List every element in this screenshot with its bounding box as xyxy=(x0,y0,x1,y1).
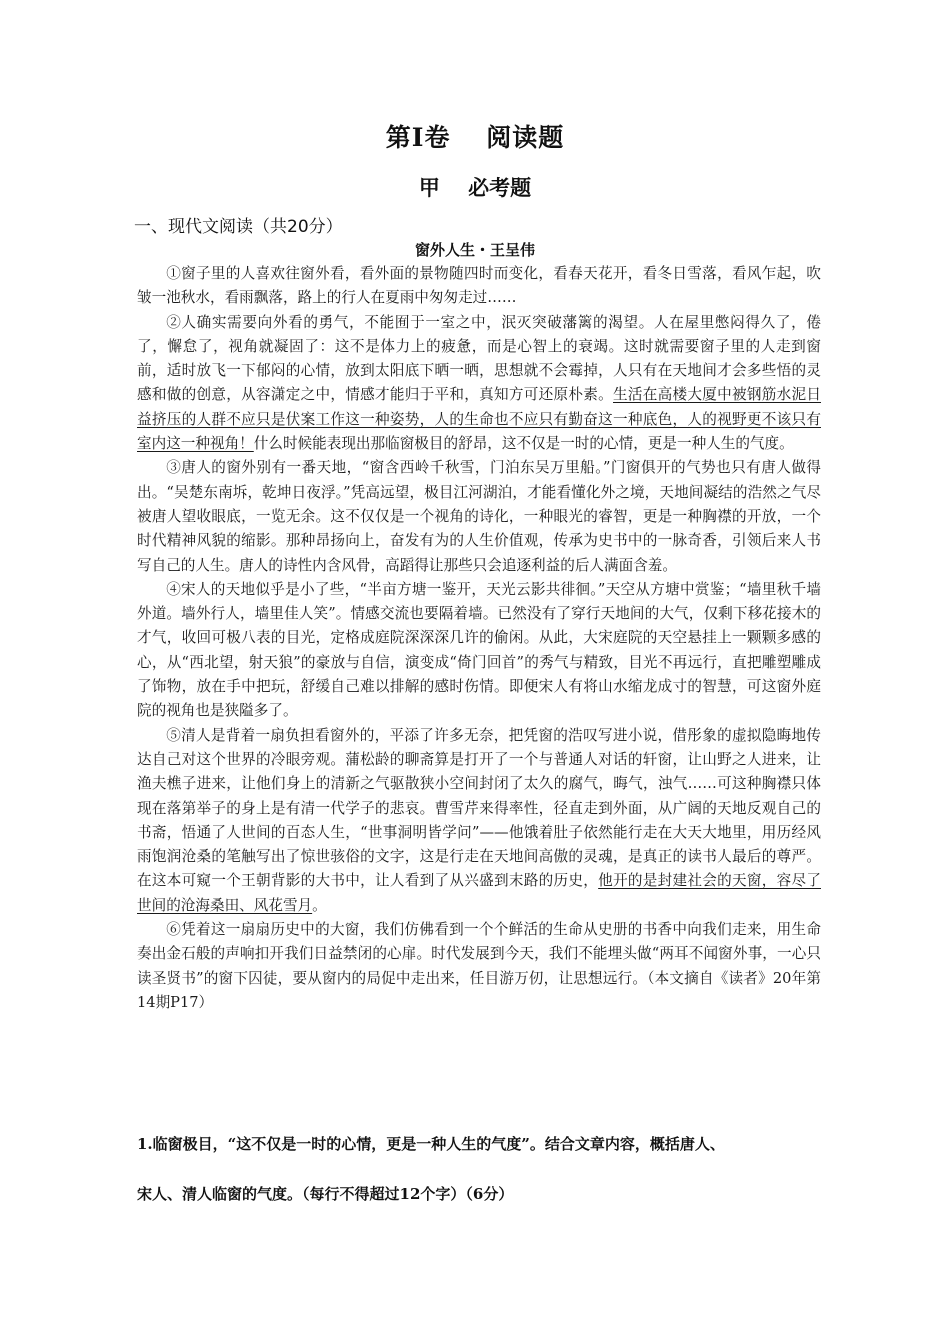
section-heading: 一、现代文阅读（共20分） xyxy=(134,217,343,237)
paragraph-5-text-a: ⑤清人是背着一扇负担看窗外的，平添了许多无奈，把凭窗的浩叹写进小说，借彤象的虚拟隐晦地传达自己对这个世界的冷眼旁观。蒲松龄的聊斋算是打开了一个与普通人对话的轩窗，让山野之人进来，让渔夫樵子进来，让他们身上的清新之气驱散狭小空间封闭了太久的腐气，晦气，浊气……可这种胸襟只体现在落第举子的身上是有清一代学子的悲哀。曹雪芹来得率性，径直走到外面，从广阔的天地反观自己的书斋，悟通了人世间的百态人生，“世事洞明皆学问”——他饿着肚子依然能行走在大天大地里，用历经风雨饱润沧桑的笔触写出了惊世骇俗的文字，这是行走在天地间高傲的灵魂，是真正的读书人最后的尊严。在这本可窥一个王朝背影的大书中，让人看到了从兴盛到末路的历史， xyxy=(137,726,821,890)
question-1-line-1: 1.临窗极目，“这不仅是一时的心情，更是一种人生的气度”。结合文章内容，概括唐人、 xyxy=(137,1135,725,1153)
paragraph-2-text-a: ②人确实需要向外看的勇气，不能囿于一室之中，泯灭突破藩篱的渴望。人在屋里憋闷得久了，倦了，懈怠了，视角就凝固了：这不是体力上的疲惫，而是心智上的衰竭。这时就需要窗子里的人走到窗前，适时放飞一下郁闷的心情，放到太阳底下晒一晒，思想就不会霉掉，人只有在天地间才会多些悟的灵感和做的创意，从容潇定之中，情感才能归于平和，真知方可还原朴素。 xyxy=(137,313,821,404)
paragraph-3: ③唐人的窗外别有一番天地，“窗含西岭千秋雪，门泊东吴万里船。”门窗俱开的气势也只有唐人做得出。“吴楚东南坼，乾坤日夜浮。”凭高远望，极目江河湖泊，才能看懂化外之境，天地间凝结的浩然之气尽被唐人望收眼底，一览无余。这不仅仅是一个视角的诗化，一种眼光的睿智，更是一种胸襟的开放，一个时代精神风貌的缩影。那种昂扬向上，奋发有为的人生价值观，传承为史书中的一脉奇香，引领后来人书写自己的人生。唐人的诗性内含风骨，高蹈得让那些只会追逐利益的后人满面含羞。 xyxy=(137,459,821,574)
part-title: 甲 必考题 xyxy=(418,175,532,200)
article-title: 窗外人生・王呈伟 xyxy=(414,241,535,259)
paragraph-5-underlined: 他开的是封建社会的天窗，容尽了世间的沧海桑田、风花雪月 xyxy=(137,872,821,914)
paragraph-2 xyxy=(137,311,821,457)
paragraph-6: ⑥凭着这一扇扇历史中的大窗，我们仿佛看到一个个鲜活的生命从史册的书香中向我们走来，用生命奏出金石般的声响扣开我们日益禁闭的心扉。时代发展到今天，我们不能埋头做“两耳不闻窗外事，一心只读圣贤书”的窗下囚徒，要从窗内的局促中走出来，任目游万仞，让思想远行。（本文摘自《读者》20年第14期P17） xyxy=(137,921,821,1011)
paragraph-2-underlined: 生活在高楼大厦中被钢筋水泥日益挤压的人群不应只是伏案工作这一种姿势，人的生命也不应只有勤奋这一种底色，人的视野更不该只有室内这一种视角！ xyxy=(137,386,821,453)
question-1-line-2: 宋人、清人临窗的气度。（每行不得超过12个字）（6分） xyxy=(137,1185,514,1203)
paragraph-2-text-b: 什么时候能表现出那临窗极目的舒昂，这不仅是一时的心情，更是一种人生的气度。 xyxy=(253,435,794,453)
paragraph-4: ④宋人的天地似乎是小了些，“半亩方塘一鉴开，天光云影共徘徊。”天空从方塘中赏鉴；“墙里秋千墙外道。墙外行人，墙里佳人笑”。情感交流也要隔着墙。已然没有了穿行天地间的大气，仅剩下移花接木的才气，收回可极八表的目光，定格成庭院深深深几许的偷闲。从此，大宋庭院的天空悬挂上一颗颗多感的心，从“西北望，射天狼”的豪放与自信，演变成“倚门回首”的秀气与精致，目光不再远行，直把雕塑雕成了饰物，放在手中把玩，舒缓自己难以排解的感时伤情。即便宋人有将山水缩龙成寸的智慧，可这窗外庭院的视角也是狭隘多了。 xyxy=(137,580,821,720)
paragraph-1: ①窗子里的人喜欢往窗外看，看外面的景物随四时而变化，看春天花开，看冬日雪落，看风乍起，吹皱一池秋水，看雨飘落，路上的行人在夏雨中匆匆走过…… xyxy=(137,265,821,307)
volume-title: 第Ⅰ卷 阅读题 xyxy=(385,123,565,152)
paragraph-5-text-b: 。 xyxy=(312,896,327,914)
article-body xyxy=(137,262,821,1015)
paragraph-5 xyxy=(137,724,821,918)
